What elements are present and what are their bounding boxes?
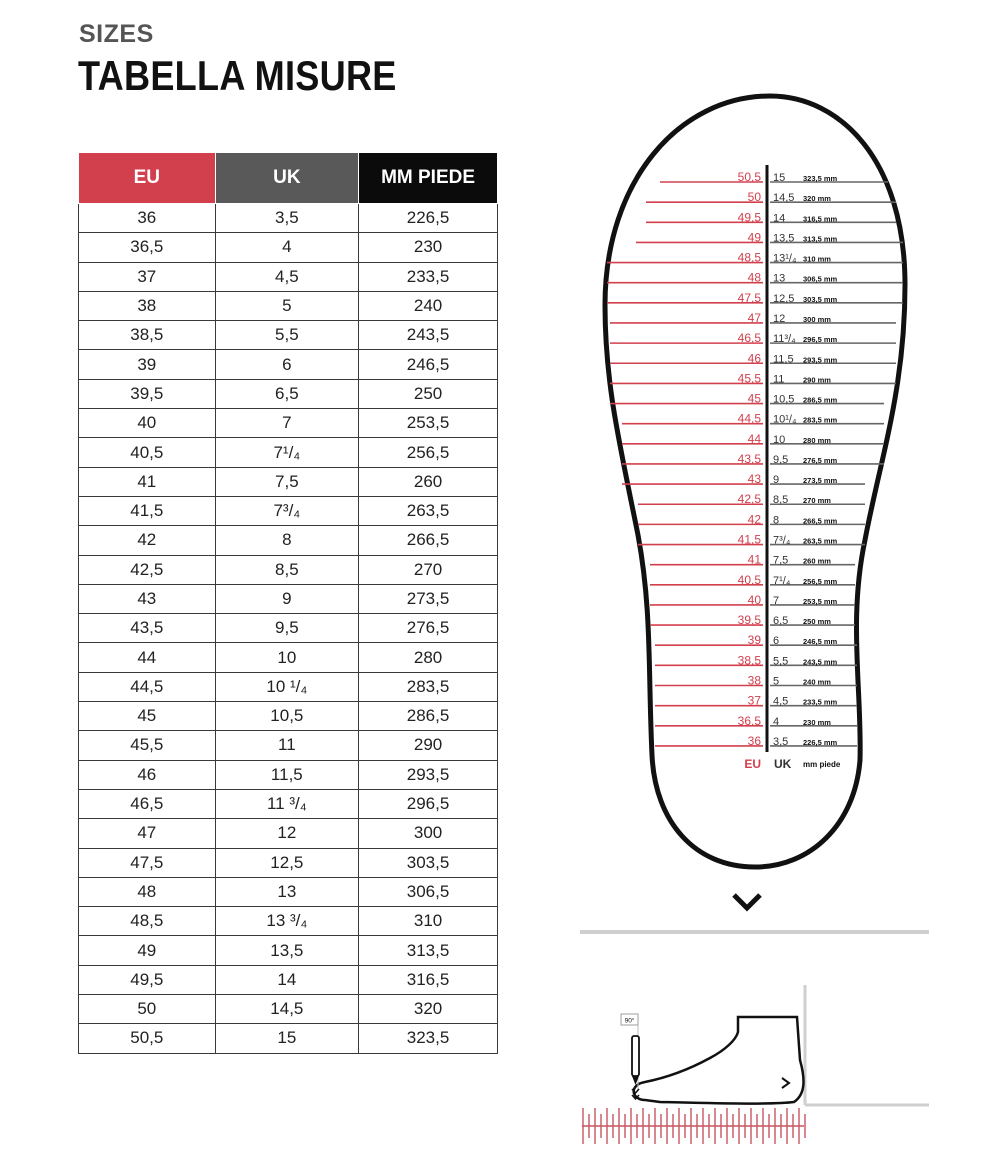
scale-eu: 38 [747,673,761,688]
scale-uk: 13 [773,272,786,285]
cell-eu: 45,5 [79,731,216,760]
scale-uk: 7³/₄ [773,534,791,547]
scale-uk: 7¹/₄ [773,574,791,587]
column-header-eu: EU [79,153,216,204]
scale-mm: 313,5 mm [803,234,838,244]
cell-eu: 41 [79,467,216,496]
scale-mm: 266,5 mm [803,516,838,526]
scale-eu: 43,5 [737,451,761,466]
cell-mm: 280 [359,643,498,672]
cell-eu: 36 [79,204,216,233]
cell-uk: 13,5 [215,936,359,965]
cell-mm: 286,5 [359,702,498,731]
scale-uk: 14,5 [773,192,795,205]
scale-label-mm: mm piede [803,760,841,769]
scale-mm: 256,5 mm [803,576,838,586]
foot-outline-icon [634,1017,804,1104]
cell-uk: 4 [215,233,359,262]
cell-uk: 12,5 [215,848,359,877]
cell-uk: 15 [215,1024,359,1053]
cell-eu: 45 [79,702,216,731]
cell-eu: 39,5 [79,379,216,408]
scale-mm: 273,5 mm [803,476,838,486]
scale-eu: 48 [747,270,761,285]
scale-mm: 293,5 mm [803,355,838,365]
cell-eu: 43 [79,584,216,613]
scale-mm: 323,5 mm [803,174,838,183]
cell-eu: 46 [79,760,216,789]
cell-mm: 316,5 [359,965,498,994]
scale-eu: 40,5 [737,572,761,587]
cell-mm: 276,5 [359,614,498,643]
cell-uk: 8,5 [215,555,359,584]
cell-uk: 5 [215,291,359,320]
scale-uk: 5,5 [773,655,789,668]
scale-mm: 300 mm [803,314,831,324]
scale-eu: 48,5 [737,250,761,265]
cell-eu: 36,5 [79,233,216,262]
cell-uk: 8 [215,526,359,555]
cell-eu: 44,5 [79,672,216,701]
scale-mm: 243,5 mm [803,657,838,667]
cell-mm: 246,5 [359,350,498,379]
column-header-uk: UK [215,153,359,204]
cell-eu: 49,5 [79,965,216,994]
scale-mm: 280 mm [803,435,831,445]
cell-mm: 283,5 [359,672,498,701]
cell-mm: 320 [359,995,498,1024]
scale-uk: 11 [773,373,785,386]
scale-eu: 41,5 [737,532,761,547]
cell-eu: 39 [79,350,216,379]
cell-uk: 9 [215,584,359,613]
scale-mm: 320 mm [803,194,831,204]
scale-mm: 286,5 mm [803,395,838,405]
scale-eu: 38,5 [737,653,761,668]
scale-uk: 10,5 [773,393,795,406]
ruler [582,1108,805,1144]
scale-uk: 12,5 [773,292,795,305]
scale-uk: 13¹/₄ [773,252,797,265]
cell-uk: 4,5 [215,262,359,291]
scale-uk: 4 [773,715,780,728]
cell-mm: 303,5 [359,848,498,877]
scale-eu: 45,5 [737,371,761,386]
cell-uk: 3,5 [215,204,359,233]
scale-eu: 46 [747,351,761,366]
page-title: TABELLA MISURE [78,52,397,99]
scale-eu: 46,5 [737,331,761,346]
scale-mm: 226,5 mm [803,737,838,747]
scale-uk: 7,5 [773,554,789,567]
scale-uk: 11³/₄ [773,333,796,346]
scale-eu: 49,5 [737,210,761,225]
scale-uk: 13,5 [773,232,795,245]
cell-uk: 12 [215,819,359,848]
column-header-mm: MM PIEDE [359,153,498,204]
pen-icon [632,1036,639,1099]
scale-eu: 45 [747,391,761,406]
scale-uk: 8,5 [773,494,789,507]
cell-eu: 42,5 [79,555,216,584]
scale-eu: 47 [747,310,761,325]
scale-uk: 10 [773,433,786,446]
scale-mm: 263,5 mm [803,536,838,546]
scale-label-eu: EU [744,757,761,771]
cell-mm: 270 [359,555,498,584]
scale-eu: 41 [747,552,761,567]
cell-eu: 38,5 [79,321,216,350]
scale-mm: 270 mm [803,496,831,506]
cell-uk: 14 [215,965,359,994]
cell-uk: 10,5 [215,702,359,731]
cell-uk: 10 ¹/₄ [215,672,359,701]
scale-eu: 43 [747,472,761,487]
cell-eu: 47,5 [79,848,216,877]
scale-uk: 8 [773,514,780,527]
cell-mm: 296,5 [359,789,498,818]
scale-mm: 253,5 mm [803,596,838,606]
cell-mm: 300 [359,819,498,848]
cell-eu: 46,5 [79,789,216,818]
cell-uk: 7,5 [215,467,359,496]
cell-mm: 243,5 [359,321,498,350]
scale-uk: 12 [773,312,786,325]
cell-eu: 49 [79,936,216,965]
scale-mm: 250 mm [803,617,831,627]
scale-eu: 44 [747,431,761,446]
cell-mm: 230 [359,233,498,262]
cell-mm: 313,5 [359,936,498,965]
scale-mm: 303,5 mm [803,294,838,304]
cell-mm: 323,5 [359,1024,498,1053]
cell-mm: 253,5 [359,409,498,438]
scale-mm: 233,5 mm [803,697,838,707]
cell-mm: 260 [359,467,498,496]
cell-eu: 42 [79,526,216,555]
cell-uk: 11 ³/₄ [215,789,359,818]
chevron-down-icon [734,895,760,908]
cell-eu: 48 [79,877,216,906]
scale-eu: 37 [747,693,761,708]
cell-mm: 266,5 [359,526,498,555]
scale-uk: 14 [773,212,786,225]
cell-eu: 40 [79,409,216,438]
cell-mm: 310 [359,907,498,936]
scale-mm: 240 mm [803,677,831,687]
scale-mm: 316,5 mm [803,214,838,224]
scale-eu: 50,5 [737,170,761,184]
scale-uk: 15 [773,172,786,184]
cell-mm: 256,5 [359,438,498,467]
scale-uk: 4,5 [773,695,789,708]
scale-eu: 39,5 [737,613,761,628]
cell-uk: 14,5 [215,995,359,1024]
scale-mm: 290 mm [803,375,831,385]
scale-eu: 42 [747,512,761,527]
cell-mm: 250 [359,379,498,408]
cell-eu: 41,5 [79,496,216,525]
cell-mm: 290 [359,731,498,760]
cell-uk: 13 [215,877,359,906]
scale-uk: 9,5 [773,453,789,466]
cell-eu: 50,5 [79,1024,216,1053]
scale-eu: 50 [747,190,761,205]
cell-mm: 233,5 [359,262,498,291]
cell-mm: 273,5 [359,584,498,613]
cell-eu: 40,5 [79,438,216,467]
scale-mm: 283,5 mm [803,415,838,425]
cell-eu: 38 [79,291,216,320]
cell-uk: 7¹/₄ [215,438,359,467]
cell-mm: 263,5 [359,496,498,525]
cell-uk: 13 ³/₄ [215,907,359,936]
scale-mm: 276,5 mm [803,455,838,465]
scale-uk: 6,5 [773,615,789,628]
scale-eu: 40 [747,592,761,607]
scale-uk: 10¹/₄ [773,413,797,426]
scale-mm: 230 mm [803,717,831,727]
cell-uk: 5,5 [215,321,359,350]
scale-label-uk: UK [774,757,792,771]
cell-uk: 9,5 [215,614,359,643]
scale-eu: 42,5 [737,492,761,507]
cell-uk: 6 [215,350,359,379]
scale-eu: 44,5 [737,411,761,426]
sizes-label: SIZES [79,20,154,48]
cell-mm: 240 [359,291,498,320]
cell-mm: 293,5 [359,760,498,789]
cell-eu: 37 [79,262,216,291]
scale-uk: 11,5 [773,353,794,366]
scale-uk: 7 [773,594,780,607]
scale-eu: 49 [747,230,761,245]
cell-uk: 7 [215,409,359,438]
cell-uk: 11,5 [215,760,359,789]
scale-uk: 3,5 [773,735,789,748]
heel-arrow-icon [782,1078,789,1088]
scale-mm: 306,5 mm [803,274,838,284]
cell-mm: 226,5 [359,204,498,233]
cell-uk: 11 [215,731,359,760]
scale-eu: 39 [747,633,761,648]
scale-eu: 36,5 [737,713,761,728]
scale-eu: 47,5 [737,290,761,305]
scale-uk: 5 [773,675,780,688]
cell-eu: 47 [79,819,216,848]
scale-uk: 6 [773,635,780,648]
cell-mm: 306,5 [359,877,498,906]
scale-eu: 36 [747,733,761,748]
cell-eu: 48,5 [79,907,216,936]
cell-uk: 6,5 [215,379,359,408]
cell-eu: 44 [79,643,216,672]
cell-uk: 10 [215,643,359,672]
angle-label: 90° [624,1017,635,1025]
cell-eu: 43,5 [79,614,216,643]
cell-eu: 50 [79,995,216,1024]
scale-mm: 296,5 mm [803,335,838,345]
scale-mm: 260 mm [803,556,831,566]
scale-mm: 310 mm [803,254,831,264]
scale-uk: 9 [773,474,780,487]
cell-uk: 7³/₄ [215,496,359,525]
scale-mm: 246,5 mm [803,637,838,647]
